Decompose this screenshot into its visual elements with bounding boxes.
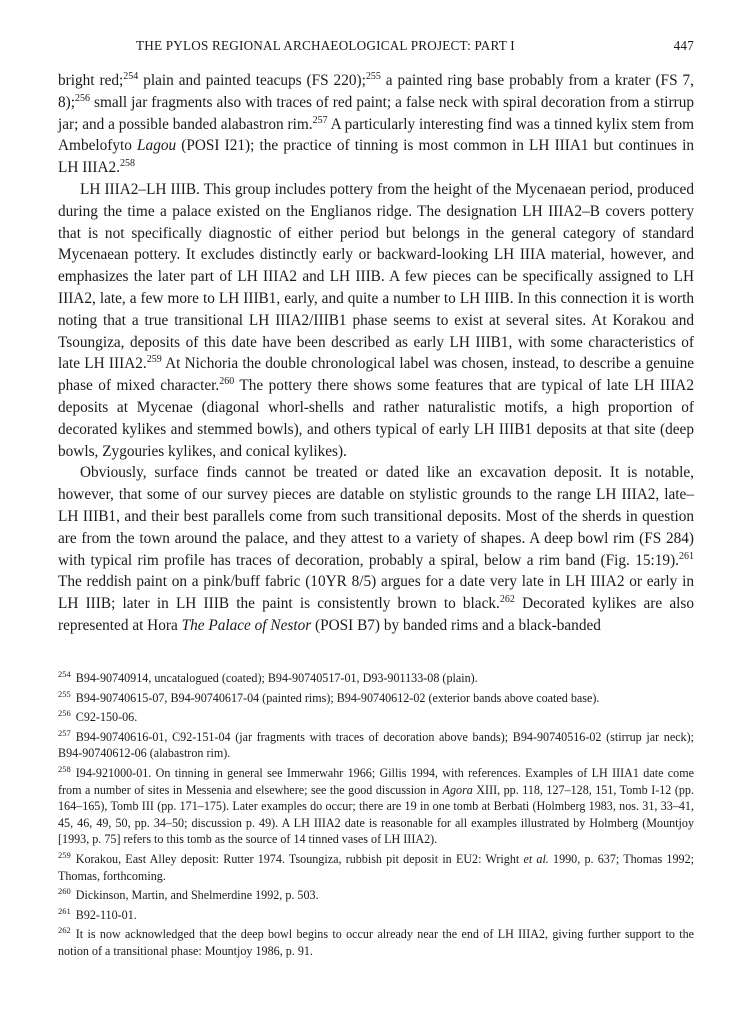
footnote-ref[interactable]: 256: [75, 92, 90, 104]
italic-text: Agora: [442, 782, 473, 797]
footnote: [58, 690, 694, 707]
running-head: [58, 38, 694, 58]
text-run: bright red;: [58, 72, 124, 89]
text-run: Decorated kylikes are also represented at Hora: [58, 595, 694, 634]
paragraph: [58, 462, 694, 636]
italic-text: Lagou: [137, 137, 177, 155]
text-run: B94-90740616-01, C92-151-04 (jar fragments with traces of decoration above bands); B94-90740516-02 (stirrup jar neck); B94-90740612-06 (alabastron rim).: [58, 729, 694, 761]
paragraph: [58, 179, 694, 462]
footnote-number: 262: [58, 925, 71, 936]
page-number: 447: [673, 38, 694, 53]
text-run: B94-90740914, uncatalogued (coated); B94-90740517-01, D93-901133-08 (plain).: [75, 671, 478, 685]
footnote-number: 260: [58, 886, 71, 897]
footnotes: [58, 670, 694, 963]
text-run: Obviously, surface finds cannot be treated or dated like an excavation deposit. It is notable, however, that some of our survey pieces are datable on stylistic grounds to the range LH IIIA2, late–LH IIIB1, and their best parallels come from such transitional deposits. Most of the sherds in question are from the town around the palace, and they attest to a variety of shapes. A deep bowl rim (FS 284) with typical rim profile has traces of decoration, probably a spiral, below a rim band (Fig. 15:19).: [58, 464, 694, 569]
text-run: plain and painted teacups (FS 220);: [138, 72, 366, 89]
text-run: A particularly interesting find was a tinned kylix stem from Ambelofyto: [58, 115, 694, 155]
footnote: [58, 926, 694, 959]
text-run: small jar fragments also with traces of red paint; a false neck with spiral decoration from a stirrup jar; and a possible banded alabastron rim.: [58, 93, 694, 133]
text-run: LH IIIA2–LH IIIB. This group includes pottery from the height of the Mycenaean period, produced during the time a palace existed on the Englianos ridge. The designation LH IIIA2–B covers pottery that is not specifically diagnostic of either period but belongs in the general category of standard Mycenaean pottery. It excludes distinctly early or backward-looking LH IIIA material, however, and emphasizes the later part of LH IIIA2 and LH IIIB. A few pieces can be specifically assigned to LH IIIA2, late, a few more to LH IIIB1, early, and quite a number to LH IIIB. In this connection it is worth noting that a true transitional LH IIIA2/IIIB1 phase seems to exist at several sites. At Korakou and Tsoungiza, deposits of this date have been described as early LH IIIB1, with some characteristics of late LH IIIA2.: [58, 180, 694, 373]
text-run: The pottery there shows some features that are typical of late LH IIIA2 deposits at Mycenae (diagonal whorl-shells and rather naturalistic motifs, a high proportion of decorated kylikes and stemmed bowls), and others typical of early LH IIIB1 deposits at that site (deep bowls, Zygouries kylikes, and conical kylikes).: [58, 377, 695, 460]
text-run: a painted ring base probably from a krater (FS 7, 8);: [58, 72, 694, 111]
footnote: [58, 709, 694, 726]
footnote-number: 257: [58, 727, 71, 738]
footnote: [58, 729, 694, 762]
page: [58, 38, 695, 958]
footnote: [58, 670, 694, 687]
footnote: [58, 887, 694, 904]
running-head-title: THE PYLOS REGIONAL ARCHAEOLOGICAL PROJECT: PART I: [136, 38, 515, 53]
footnote: [58, 907, 694, 924]
text-run: (POSI B7) by banded rims and a black-banded: [311, 616, 601, 634]
main-text: [58, 70, 694, 637]
text-run: Dickinson, Martin, and Shelmerdine 1992, p. 503.: [75, 888, 319, 903]
footnote-number: 259: [58, 849, 71, 860]
text-run: (POSI I21); the practice of tinning is most common in LH IIIA1 but continues in LH IIIA2.: [58, 137, 694, 177]
text-run: Korakou, East Alley deposit: Rutter 1974. Tsoungiza, rubbish pit deposit in EU2: Wright: [75, 851, 524, 866]
text-run: XIII, pp. 118, 127–128, 151, Tomb I-12 (pp. 164–165), Tomb III (pp. 171–175). Later examples do occur; there are 19 in one tomb at Berbati (Holmberg 1983, nos. 31, 33–41, 45, 46, 49, 50, pp. 34–50; discussion p. 49). A LH IIIA2 date is reasonable for all examples illustrated by Holmberg (Mountjoy [1993, p. 75] refers to this tomb as the source of 14 tinned vases of LH IIIA2).: [58, 782, 694, 847]
footnote-number: 254: [58, 669, 71, 679]
footnote-number: 261: [58, 905, 71, 916]
footnote: [58, 765, 694, 848]
text-run: The reddish paint on a pink/buff fabric (10YR 8/5) argues for a date very late in LH IIIA2 or early in LH IIIB; later in LH IIIB the paint is consistently brown to black.: [58, 573, 694, 613]
paragraph: [58, 70, 694, 179]
text-run: I94-921000-01. On tinning in general see Immerwahr 1966; Gillis 1994, with references. Examples of LH IIIA1 date come from a number of sites in Messenia and elsewhere; see the good discussion in: [58, 765, 694, 797]
footnote-number: 258: [58, 763, 71, 774]
text-run: B92-110-01.: [75, 907, 137, 922]
text-run: B94-90740615-07, B94-90740617-04 (painted rims); B94-90740612-02 (exterior bands above coated base).: [75, 690, 600, 705]
italic-text: et al.: [523, 851, 549, 866]
footnote-ref[interactable]: 260: [219, 376, 235, 388]
text-run: It is now acknowledged that the deep bowl begins to occur already near the end of LH IIIA2, giving further support to the notion of a transitional phase: Mountjoy 1986, p. 91.: [58, 927, 694, 958]
footnote-ref[interactable]: 255: [365, 71, 381, 82]
footnote-ref[interactable]: 262: [499, 594, 515, 606]
footnote-ref[interactable]: 258: [120, 158, 136, 170]
text-run: 1990, p. 637; Thomas 1992; Thomas, forthcoming.: [58, 851, 694, 883]
footnote-ref[interactable]: 259: [146, 354, 162, 366]
italic-text: The Palace of Nestor: [181, 616, 312, 634]
text-run: At Nichoria the double chronological label was chosen, instead, to describe a genuine phase of mixed character.: [58, 355, 695, 395]
footnote-ref[interactable]: 254: [123, 71, 139, 82]
footnote-ref[interactable]: 261: [679, 550, 694, 562]
footnote-number: 255: [58, 688, 71, 699]
footnote: [58, 851, 694, 884]
text-run: C92-150-06.: [75, 710, 138, 725]
footnote-ref[interactable]: 257: [312, 114, 328, 126]
footnote-number: 256: [58, 708, 71, 719]
